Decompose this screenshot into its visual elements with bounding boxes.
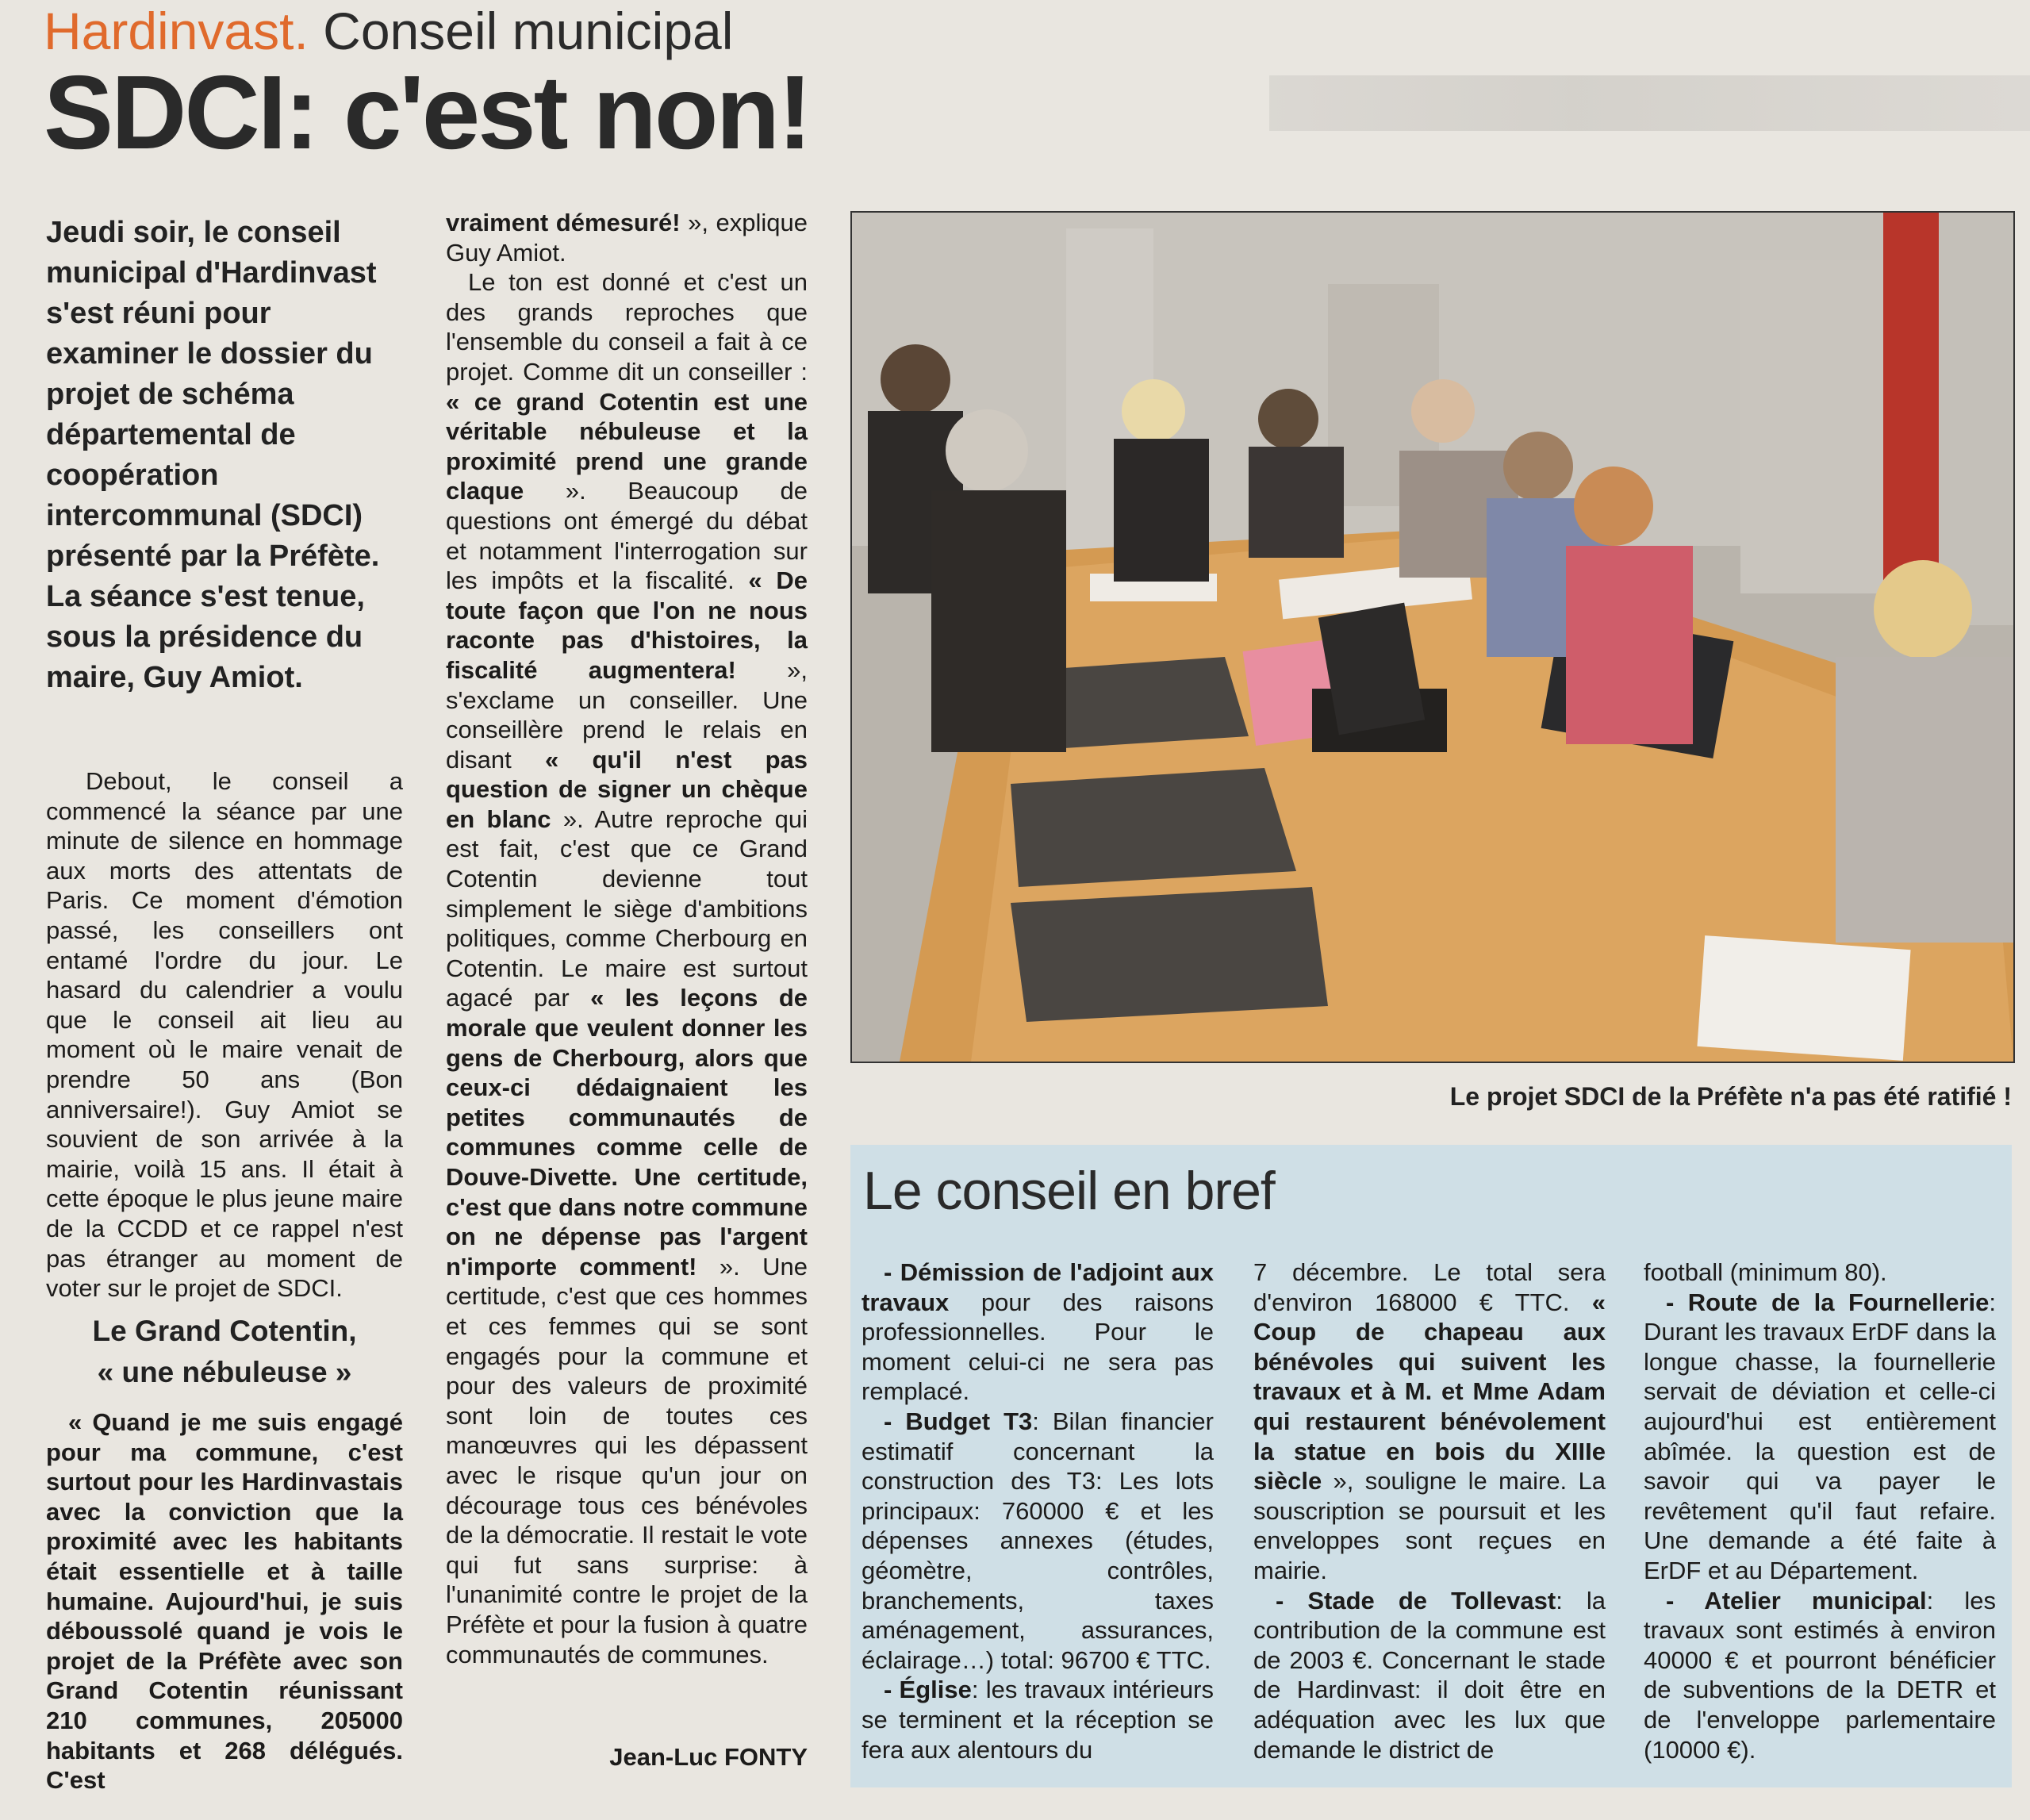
col1-paragraph: Debout, le conseil a commencé la séance par une minute de silence en hommage aux morts des attentats de Paris. Ce moment d'émotion passé, les conseillers ont entamé l'ordre du jour. Le hasard du calendrier a voulu que le conseil ait lieu au moment où le maire venait de prendre 50 ans (Bon anniversaire!). Guy Amiot se souvient de son arrivée à la mairie, voilà 15 ans. Il était à cette époque le plus jeune maire de la CCDD et ce rappel n'est pas étranger au moment de voter sur le projet de SDCI. bbox=[46, 767, 403, 1303]
col2-quote-5: « les leçons de morale que veulent donner les gens de Cherbourg, alors que ceux-ci dédaignaient les petites communautés de communes comme celle de Douve-Divette. Une certitude, c'est que dans notre commune on ne dépense pas l'argent n'importe comment! bbox=[446, 984, 808, 1281]
column-1-quote bbox=[46, 1407, 403, 1795]
col2-text-3: ». Beaucoup de questions ont émergé du débat et notamment l'interrogation sur les impôts et la fiscalité. bbox=[446, 477, 808, 595]
kicker bbox=[44, 0, 733, 62]
bref-text: : les travaux sont estimés à environ 40000 € et pourront bénéficier de subventions de la DETR et de l'enveloppe parlementaire (10000 €). bbox=[1644, 1586, 1996, 1764]
col2-quote-4: « qu'il n'est pas question de signer un chèque en blanc bbox=[446, 745, 808, 833]
bref-column-1 bbox=[862, 1257, 1214, 1764]
bref-text: 7 décembre. Le total sera d'environ 168000 € TTC. bbox=[1253, 1258, 1606, 1316]
bref-text: football (minimum 80). bbox=[1644, 1258, 1887, 1286]
kicker-section: Conseil municipal bbox=[323, 2, 734, 60]
col2-quote-3: « De toute façon que l'on ne nous raconte pas d'histoires, la fiscalité augmentera! bbox=[446, 566, 808, 684]
bref-text: », souligne le maire. La souscription se poursuit et les enveloppes sont reçues en mairie. bbox=[1253, 1467, 1606, 1584]
col2-quote-1: vraiment démesuré! bbox=[446, 209, 681, 236]
photo-illustration bbox=[852, 213, 2013, 1062]
bref-text: : Durant les travaux ErDF dans la longue chasse, la fournellerie servait de déviation et celle-ci aujourd'hui est entièrement abîmée. la question est de savoir qui va payer le revêtement qu'il faut refaire. Une demande a été faite à ErDF et au Département. bbox=[1644, 1288, 1996, 1584]
col1-quote-text: « Quand je me suis engagé pour ma commune, c'est surtout pour les Hardinvastais avec la conviction que la proximité avec les habitants était essentielle et à taille humaine. Aujourd'hui, je suis déboussolé quand je vois le projet de la Préfète avec son Grand Cotentin réunissant 210 communes, 205000 habitants et 268 délégués. C'est bbox=[46, 1408, 403, 1795]
column-1-body bbox=[46, 766, 403, 1304]
bref-title: Le conseil en bref bbox=[863, 1161, 1275, 1221]
council-meeting-photo bbox=[850, 211, 2015, 1063]
bref-column-2 bbox=[1253, 1257, 1606, 1764]
col2-text-5: ». Autre reproche qui est fait, c'est que ce Grand Cotentin devienne tout simplement le siège d'ambitions politiques, comme Cherbourg en Cotentin. Le maire est surtout agacé par bbox=[446, 804, 808, 1012]
bref-item-budget: - Budget T3 bbox=[884, 1407, 1033, 1435]
bref-item-church: - Église bbox=[884, 1676, 972, 1704]
author-signature: Jean-Luc FONTY bbox=[609, 1743, 808, 1771]
bref-quote: « Coup de chapeau aux bénévoles qui suivent les travaux et à M. et Mme Adam qui restaurent bénévolement la statue en bois du XIIIe siècle bbox=[1253, 1288, 1606, 1496]
col2-text-6: ». Une certitude, c'est que ces hommes et ces femmes qui se sont engagés pour la commune et pour des valeurs de proximité sont loin de toutes ces manœuvres qui les dépassent avec le risque qu'un jour on décourage tous ces bénévoles de la démocratie. Il restait le vote qui fut sans surprise: à l'unanimité contre le projet de la Préfète et pour la fusion à quatre communautés de communes. bbox=[446, 1252, 808, 1668]
col2-quote-2: « ce grand Cotentin est une véritable nébuleuse et la proximité prend une grande claque bbox=[446, 387, 808, 505]
intro-text: Jeudi soir, le conseil municipal d'Hardinvast s'est réuni pour examiner le dossier du projet de schéma départemental de coopération intercommunal (SDCI) présenté par la Préfète. La séance s'est tenue, sous la présidence du maire, Guy Amiot. bbox=[46, 216, 380, 694]
bref-item-stadium: - Stade de Tollevast bbox=[1276, 1586, 1556, 1615]
bref-item-road: - Route de la Fournellerie bbox=[1666, 1288, 1990, 1316]
col2-text-1: », explique Guy Amiot. bbox=[446, 209, 808, 267]
col2-text-4: », s'exclame un conseiller. Une conseillère prend le relais en disant bbox=[446, 655, 808, 774]
headline: SDCI: c'est non! bbox=[44, 54, 811, 171]
bref-text: : les travaux intérieurs se terminent et la réception se fera aux alentours du bbox=[862, 1676, 1214, 1764]
bref-column-3 bbox=[1644, 1257, 1996, 1764]
subheading-line-2: « une nébuleuse » bbox=[97, 1356, 352, 1388]
adjacent-article-strip bbox=[1269, 75, 2030, 131]
kicker-town: Hardinvast. bbox=[44, 2, 309, 60]
bref-item-resignation: - Démission de l'adjoint aux travaux bbox=[862, 1258, 1214, 1316]
column-2-body bbox=[446, 208, 808, 1669]
subheading bbox=[46, 1311, 403, 1393]
photo-caption: Le projet SDCI de la Préfète n'a pas été ratifié ! bbox=[1449, 1082, 2012, 1111]
bref-text: : la contribution de la commune est de 2003 €. Concernant le stade de Hardinvast: il doit être en adéquation avec les lux que demande le district de bbox=[1253, 1586, 1606, 1764]
bref-text: : Bilan financier estimatif concernant la construction des T3: Les lots principaux: 760000 € et les dépenses annexes (études, géomètre, contrôles, branchements, taxes aménagement, assurances, éclairage…) total: 96700 € TTC. bbox=[862, 1407, 1214, 1674]
col2-text-2: Le ton est donné et c'est un des grands reproches que l'ensemble du conseil a fait à ce projet. Comme dit un conseiller : bbox=[446, 268, 808, 386]
subheading-line-1: Le Grand Cotentin, bbox=[92, 1315, 357, 1347]
intro-paragraph bbox=[46, 213, 411, 698]
bref-item-workshop: - Atelier municipal bbox=[1666, 1586, 1927, 1615]
bref-text: pour des raisons professionnelles. Pour le moment celui-ci ne sera pas remplacé. bbox=[862, 1288, 1214, 1406]
